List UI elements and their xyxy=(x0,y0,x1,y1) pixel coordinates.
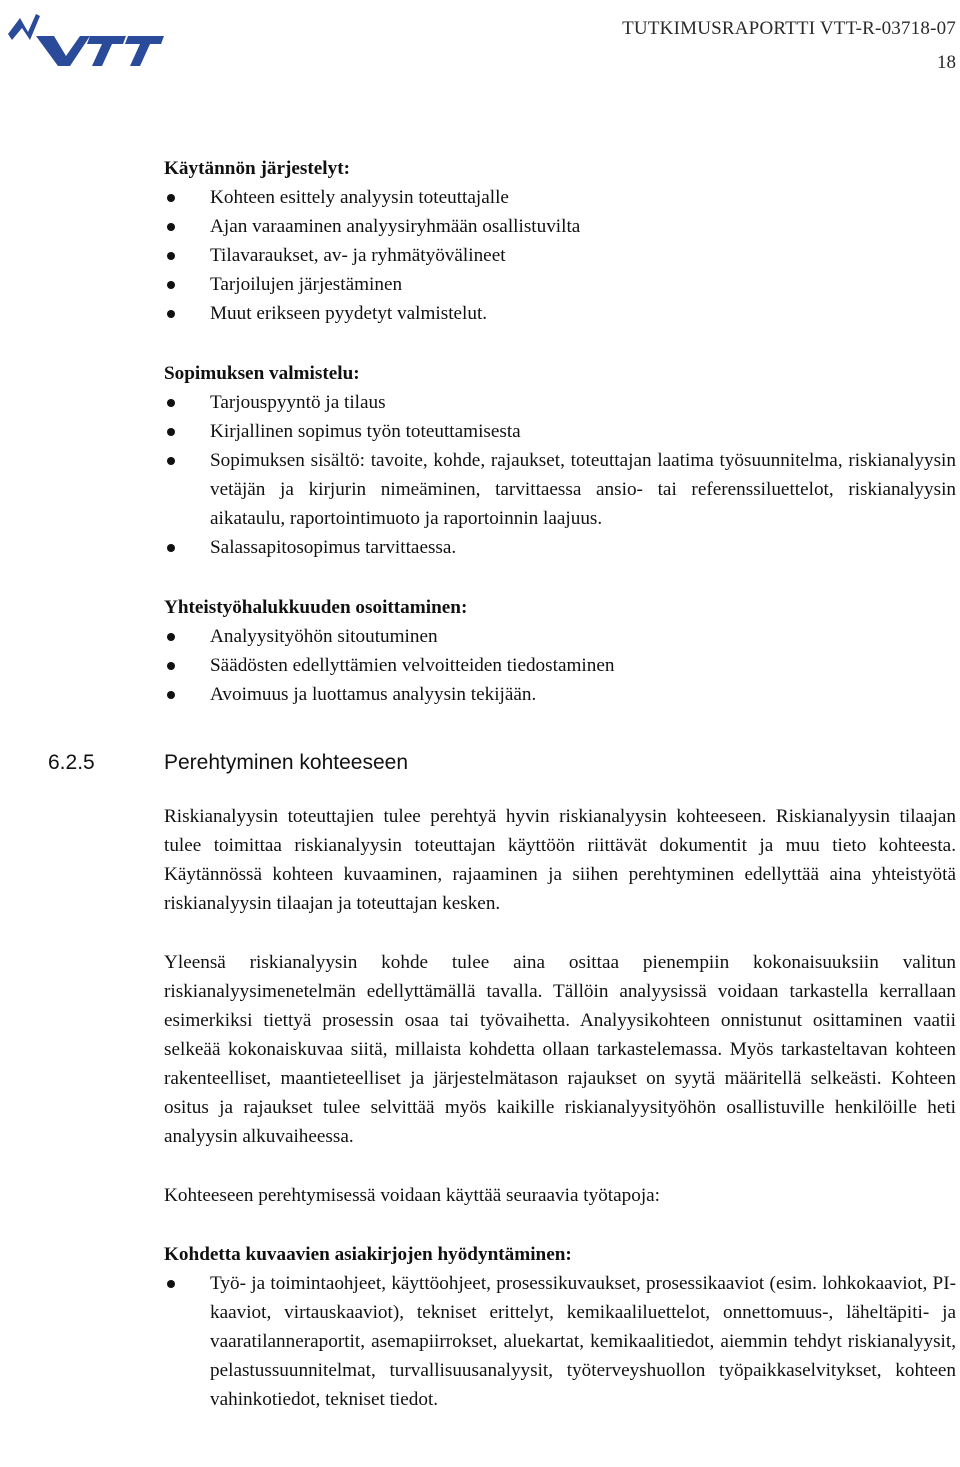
section-heading: Yhteistyöhalukkuuden osoittaminen: xyxy=(164,597,468,618)
section-cooperation xyxy=(164,593,956,709)
subsection-heading xyxy=(48,748,948,778)
paragraph: Kohteeseen perehtymisessä voidaan käyttää seuraavia työtapoja: xyxy=(164,1185,661,1206)
list-item: Työ- ja toimintaohjeet, käyttöohjeet, prosessikuvaukset, prosessikaaviot (esim. lohkokaaviot, PI-kaaviot, virtauskaaviot), tekniset erittelyt, kemikaaliluettelot, onnettomuus-, läheltäpiti- ja vaaratilanneraportit, asemapiirrokset, aluekartat, kemikaalitiedot, aiemmin tehdyt riskianalyysit, pelastussuunnitelmat, turvallisuusanalyysit, työterveyshuollon työpaikkaselvitykset, kohteen vahinkotiedot, tekniset tiedot. xyxy=(164,1269,956,1414)
list-item: Avoimuus ja luottamus analyysin tekijään. xyxy=(164,680,956,709)
section-heading: Käytännön järjestelyt: xyxy=(164,158,350,179)
list-item: Tarjouspyyntö ja tilaus xyxy=(164,388,956,417)
bullet-list xyxy=(164,622,956,709)
list-item: Muut erikseen pyydetyt valmistelut. xyxy=(164,299,956,328)
report-id: TUTKIMUSRAPORTTI VTT-R-03718-07 xyxy=(622,18,956,39)
list-item: Säädösten edellyttämien velvoitteiden tiedostaminen xyxy=(164,651,956,680)
list-item: Salassapitosopimus tarvittaessa. xyxy=(164,533,956,562)
section-contract-preparation xyxy=(164,359,956,562)
page-header xyxy=(0,0,960,90)
paragraph: Riskianalyysin toteuttajien tulee perehtyä hyvin riskianalyysin kohteeseen. Riskianalyysin tilaajan tulee toimittaa riskianalyysin toteuttajan käyttöön riittävät dokumentit ja muu tieto kohteesta. Käytännössä kohteen kuvaaminen, rajaaminen ja siihen perehtyminen edellyttää aina yhteistyötä riskianalyysin tilaajan ja toteuttajan kesken. xyxy=(164,806,956,914)
list-item: Analyysityöhön sitoutuminen xyxy=(164,622,956,651)
subsection-title: Perehtyminen kohteeseen xyxy=(164,751,408,774)
list-item: Tarjoilujen järjestäminen xyxy=(164,270,956,299)
section-documents xyxy=(164,1240,956,1414)
list-item: Tilavaraukset, av- ja ryhmätyövälineet xyxy=(164,241,956,270)
list-item: Kirjallinen sopimus työn toteuttamisesta xyxy=(164,417,956,446)
vtt-logo xyxy=(6,6,164,66)
section-heading: Kohdetta kuvaavien asiakirjojen hyödyntäminen: xyxy=(164,1244,572,1265)
page-number: 18 xyxy=(937,52,956,73)
section-practical-arrangements xyxy=(164,154,956,328)
section-heading: Sopimuksen valmistelu: xyxy=(164,363,360,384)
list-item: Ajan varaaminen analyysiryhmään osallistuvilta xyxy=(164,212,956,241)
list-item: Sopimuksen sisältö: tavoite, kohde, rajaukset, toteuttajan laatima työsuunnitelma, riskianalyysin vetäjän ja kirjurin nimeäminen, tarvittaessa ansio- tai referenssiluettelot, riskianalyysin aikataulu, raportointimuoto ja raportoinnin laajuus. xyxy=(164,446,956,533)
bullet-list xyxy=(164,183,956,328)
subsection-content xyxy=(164,802,956,1414)
list-item: Kohteen esittely analyysin toteuttajalle xyxy=(164,183,956,212)
paragraph: Yleensä riskianalyysin kohde tulee aina osittaa pienempiin kokonaisuuksiin valitun riskianalyysimenetelmän edellyttämällä tavalla. Tällöin analyysissä voidaan tarkastella kerrallaan esimerkiksi tiettyä prosessin osaa tai työvaihetta. Analyysikohteen onnistunut osittaminen vaatii selkeää kokonaiskuvaa siitä, millaista kohdetta ollaan tarkastelemassa. Myös tarkasteltavan kohteen rakenteelliset, maantieteelliset ja järjestelmätason rajaukset on syytä määritellä selkeästi. Kohteen ositus ja rajaukset tulee selvittää myös kaikille riskianalyysityöhön osallistuville henkilöille heti analyysin alkuvaiheessa. xyxy=(164,952,956,1147)
main-content xyxy=(164,154,956,740)
bullet-list xyxy=(164,388,956,562)
subsection-number: 6.2.5 xyxy=(48,751,95,774)
bullet-list xyxy=(164,1269,956,1414)
